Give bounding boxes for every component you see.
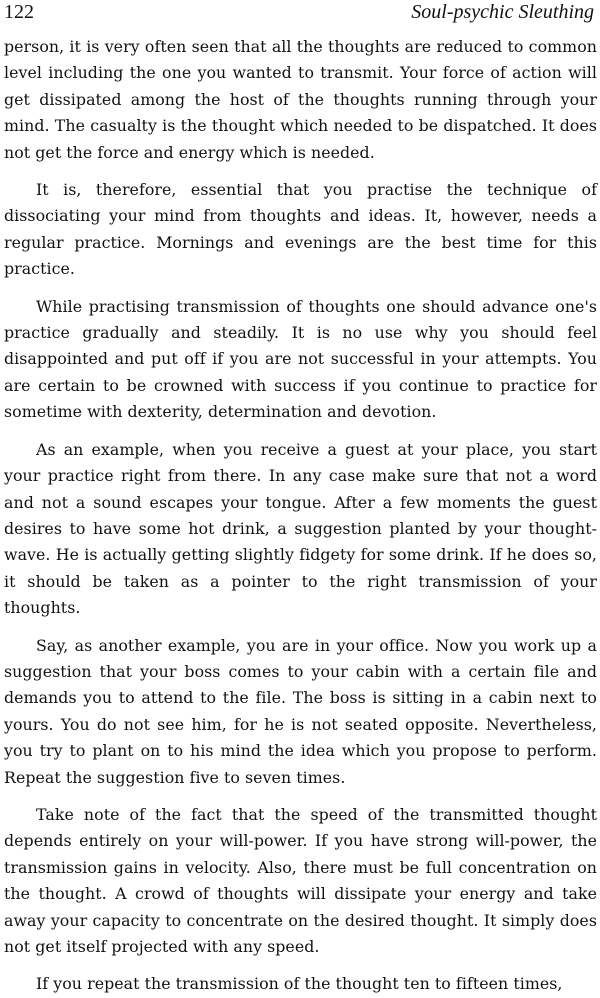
paragraph-guest-example: As an example, when you receive a guest at your place, you start your practice right from there. In any case make sure that not a word and not a sound escapes your tongue. After a few moments the guest desires to have some hot drink, a suggestion planted by your thought-wave. He is actually getting slightly fidgety for some drink. If he does so, it should be taken as a pointer to the right transmission of your thoughts. bbox=[4, 439, 597, 618]
page-header bbox=[4, 0, 597, 34]
paragraph-gradual-practice: While practising transmission of thoughts one should advance one's practice gradually and steadily. It is no use why you should feel disappointed and put off if you are not successful in your attempts. You are certain to be crowned with success if you continue to practice for sometime with dexterity, determination and devotion. bbox=[4, 296, 597, 422]
paragraph-dissociating-practice: It is, therefore, essential that you practise the technique of dissociating your mind from thoughts and ideas. It, however, needs a regular practice. Mornings and evenings are the best time for this practice. bbox=[4, 180, 597, 279]
body-text bbox=[4, 34, 597, 998]
paragraph-will-power: Take note of the fact that the speed of the transmitted thought depends entirely on your will-power. If you have strong will-power, the transmission gains in velocity. Also, there must be full concentration on the thought. A crowd of thoughts will dissipate your energy and take away your capacity to concentrate on the desired thought. It simply does not get itself projected with any speed. bbox=[4, 804, 597, 956]
paragraph-repeat-transmission: If you repeat the transmission of the thought ten to fifteen times, bbox=[36, 974, 563, 994]
paragraph-office-example: Say, as another example, you are in your office. Now you work up a suggestion that your boss comes to your cabin with a certain file and demands you to attend to the file. The boss is sitting in a cabin next to yours. You do not see him, for he is not seated opposite. Nevertheless, you try to plant on to his mind the idea which you propose to perform. Repeat the suggestion five to seven times. bbox=[4, 635, 597, 787]
running-title: Soul-psychic Sleuthing bbox=[411, 1, 594, 23]
page-number: 122 bbox=[4, 1, 34, 23]
paragraph-continued: person, it is very often seen that all the thoughts are reduced to common level including the one you wanted to transmit. Your force of action will get dissipated among the host of the thoughts running through your mind. The casualty is the thought which needed to be dispatched. It does not get the force and energy which is needed. bbox=[4, 37, 597, 162]
